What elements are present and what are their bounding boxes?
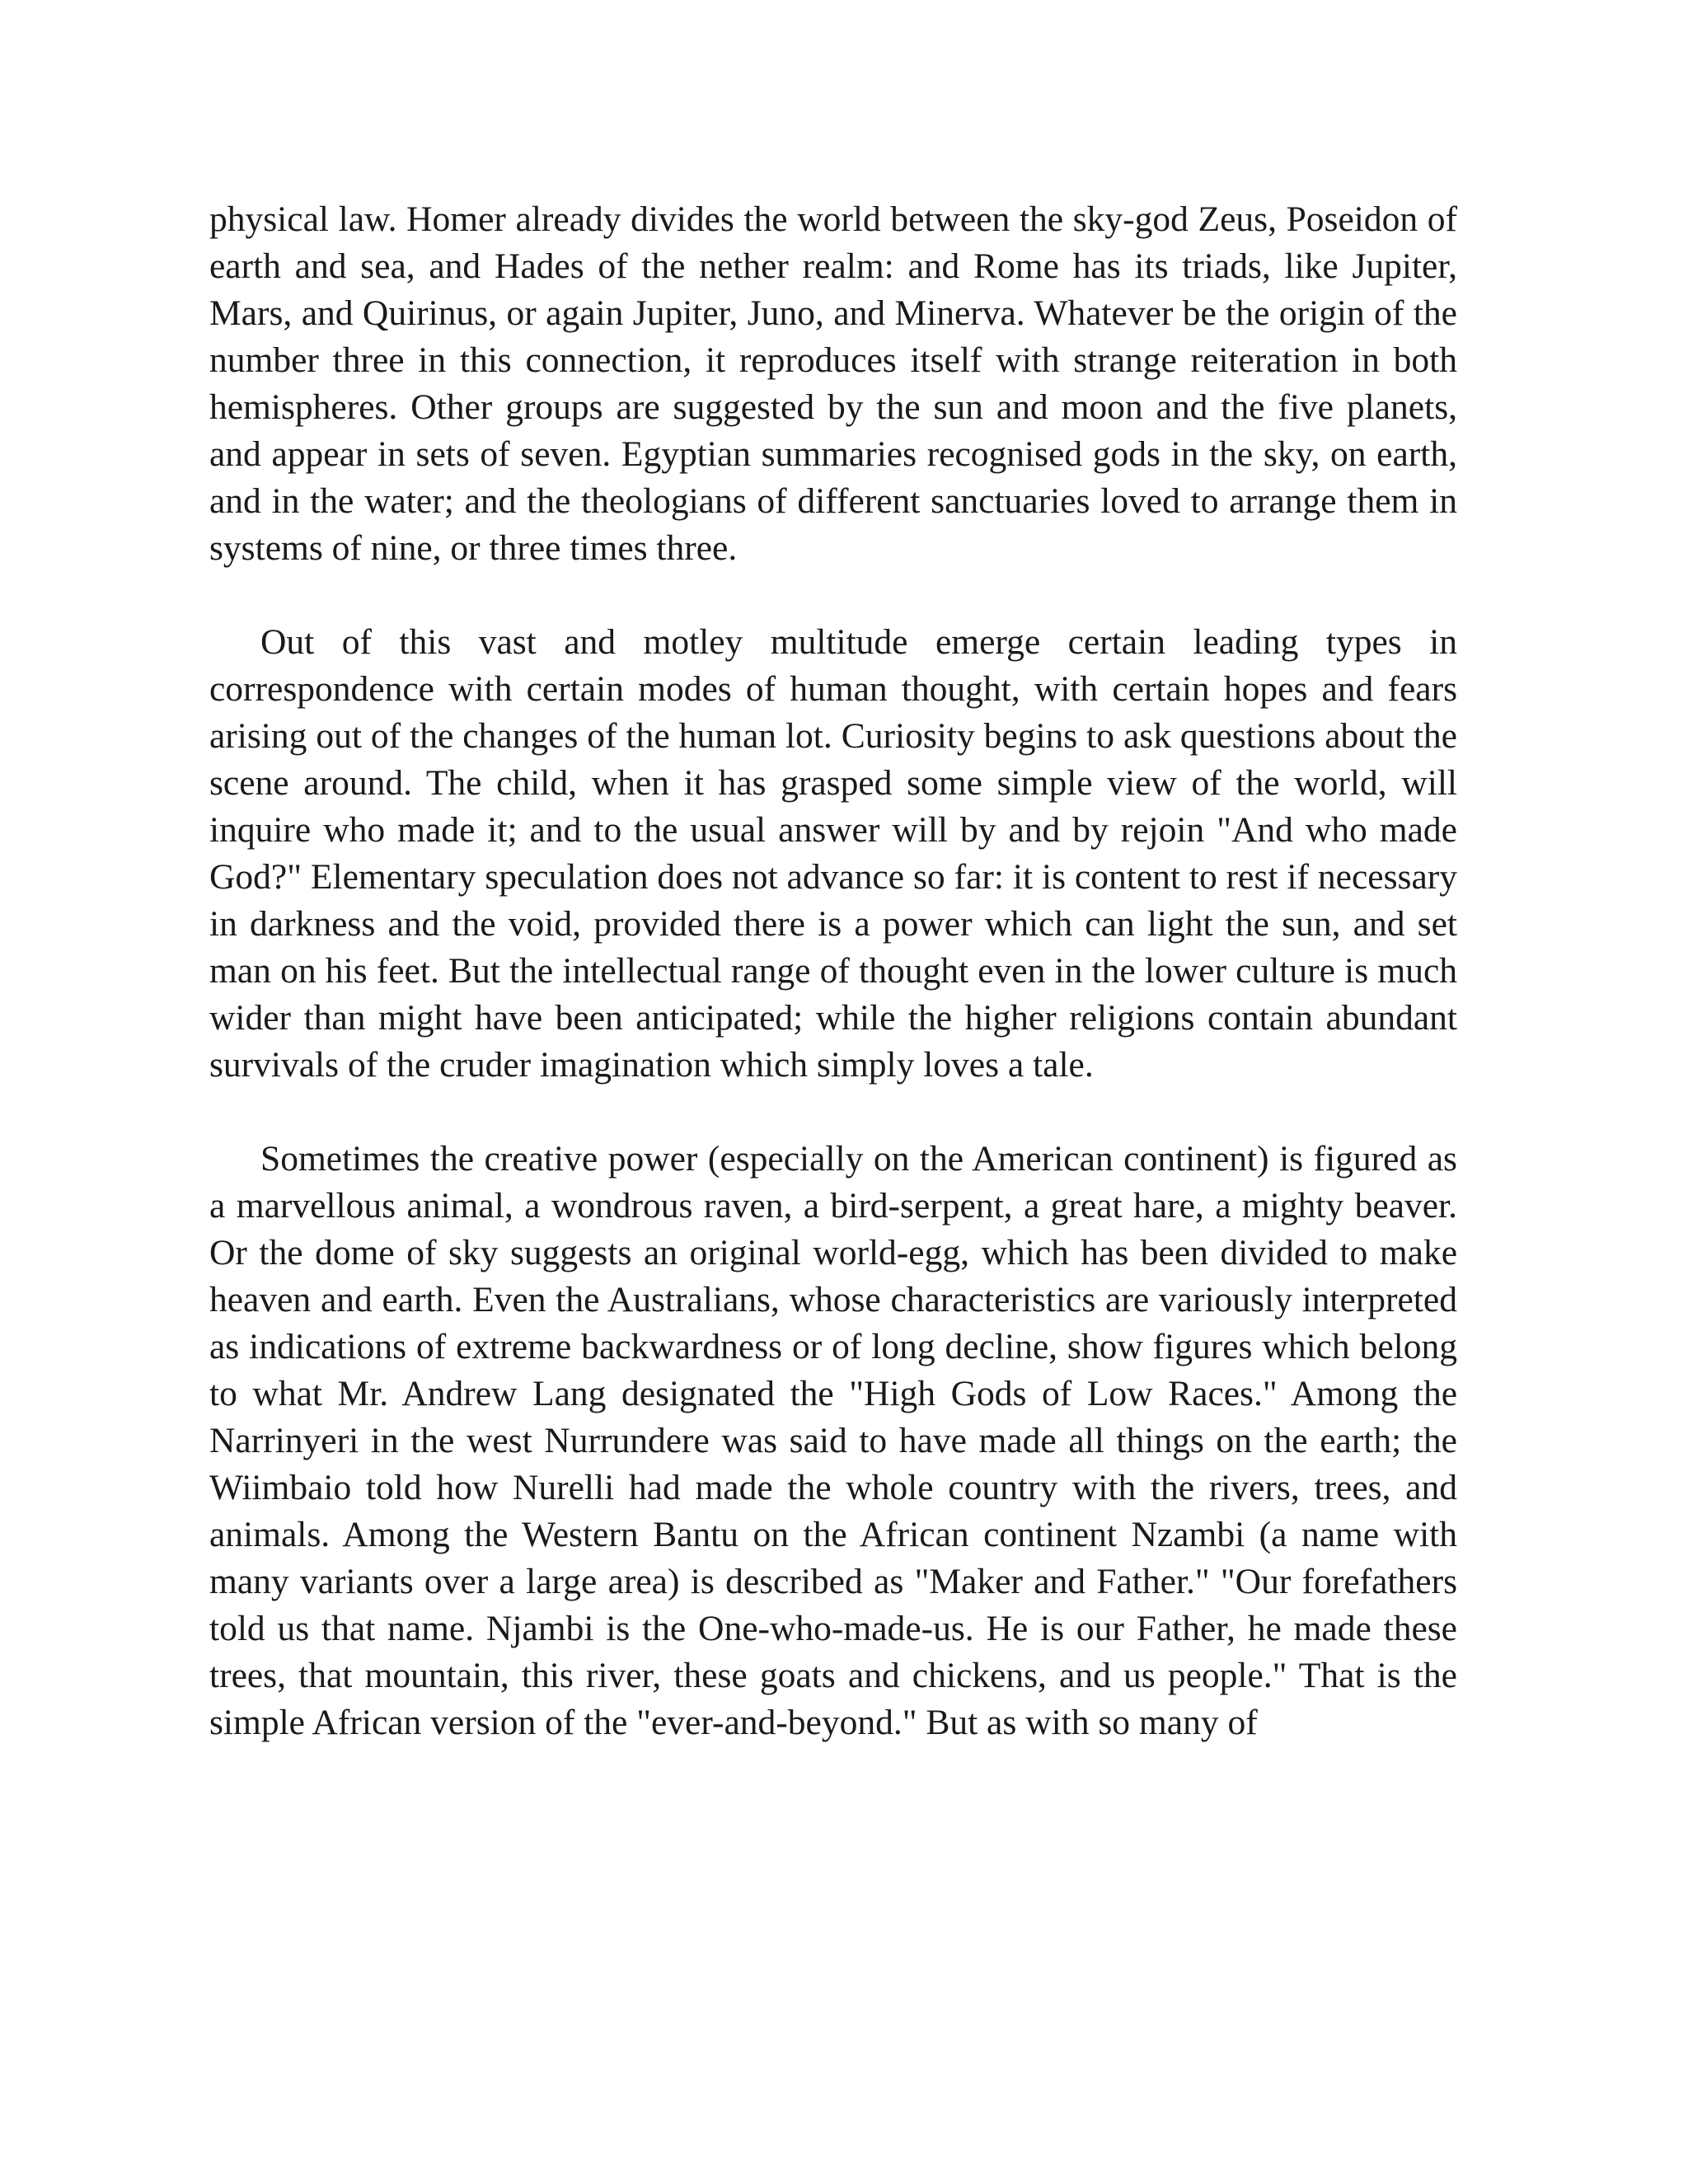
paragraph-3: Sometimes the creative power (especially on the American continent) is figured as a marvellous animal, a wondrous raven, a bird-serpent, a great hare, a mighty beaver. Or the dome of sky suggests an original world-egg, which has been divided to make heaven and earth. Even the Australians, whose characteristics are variously interpreted as indications of extreme backwardness or of long decline, show figures which belong to what Mr. Andrew Lang designated the "High Gods of Low Races." Among the Narrinyeri in the west Nurrundere was said to have made all things on the earth; the Wiimbaio told how Nurelli had made the whole country with the rivers, trees, and animals. Among the Western Bantu on the African continent Nzambi (a name with many variants over a large area) is described as "Maker and Father." "Our forefathers told us that name. Njambi is the One-who-made-us. He is our Father, he made these trees, that mountain, this river, these goats and chickens, and us people." That is the simple African version of the "ever-and-beyond." But as with so many of bbox=[209, 1139, 1457, 1742]
paragraph-1: physical law. Homer already divides the world between the sky-god Zeus, Poseidon of earth and sea, and Hades of the nether realm: and Rome has its triads, like Jupiter, Mars, and Quirinus, or again Jupiter, Juno, and Minerva. Whatever be the origin of the number three in this connection, it reproduces itself with strange reiteration in both hemispheres. Other groups are suggested by the sun and moon and the five planets, and appear in sets of seven. Egyptian summaries recognised gods in the sky, on earth, and in the water; and the theologians of different sanctuaries loved to arrange them in systems of nine, or three times three. bbox=[209, 199, 1457, 568]
page-body bbox=[209, 196, 1457, 1746]
paragraph-2: Out of this vast and motley multitude emerge certain leading types in correspondence with certain modes of human thought, with certain hopes and fears arising out of the changes of the human lot. Curiosity begins to ask questions about the scene around. The child, when it has grasped some simple view of the world, will inquire who made it; and to the usual answer will by and by rejoin "And who made God?" Elementary speculation does not advance so far: it is content to rest if necessary in darkness and the void, provided there is a power which can light the sun, and set man on his feet. But the intellectual range of thought even in the lower culture is much wider than might have been anticipated; while the higher religions contain abundant survivals of the cruder imagination which simply loves a tale. bbox=[209, 622, 1457, 1085]
